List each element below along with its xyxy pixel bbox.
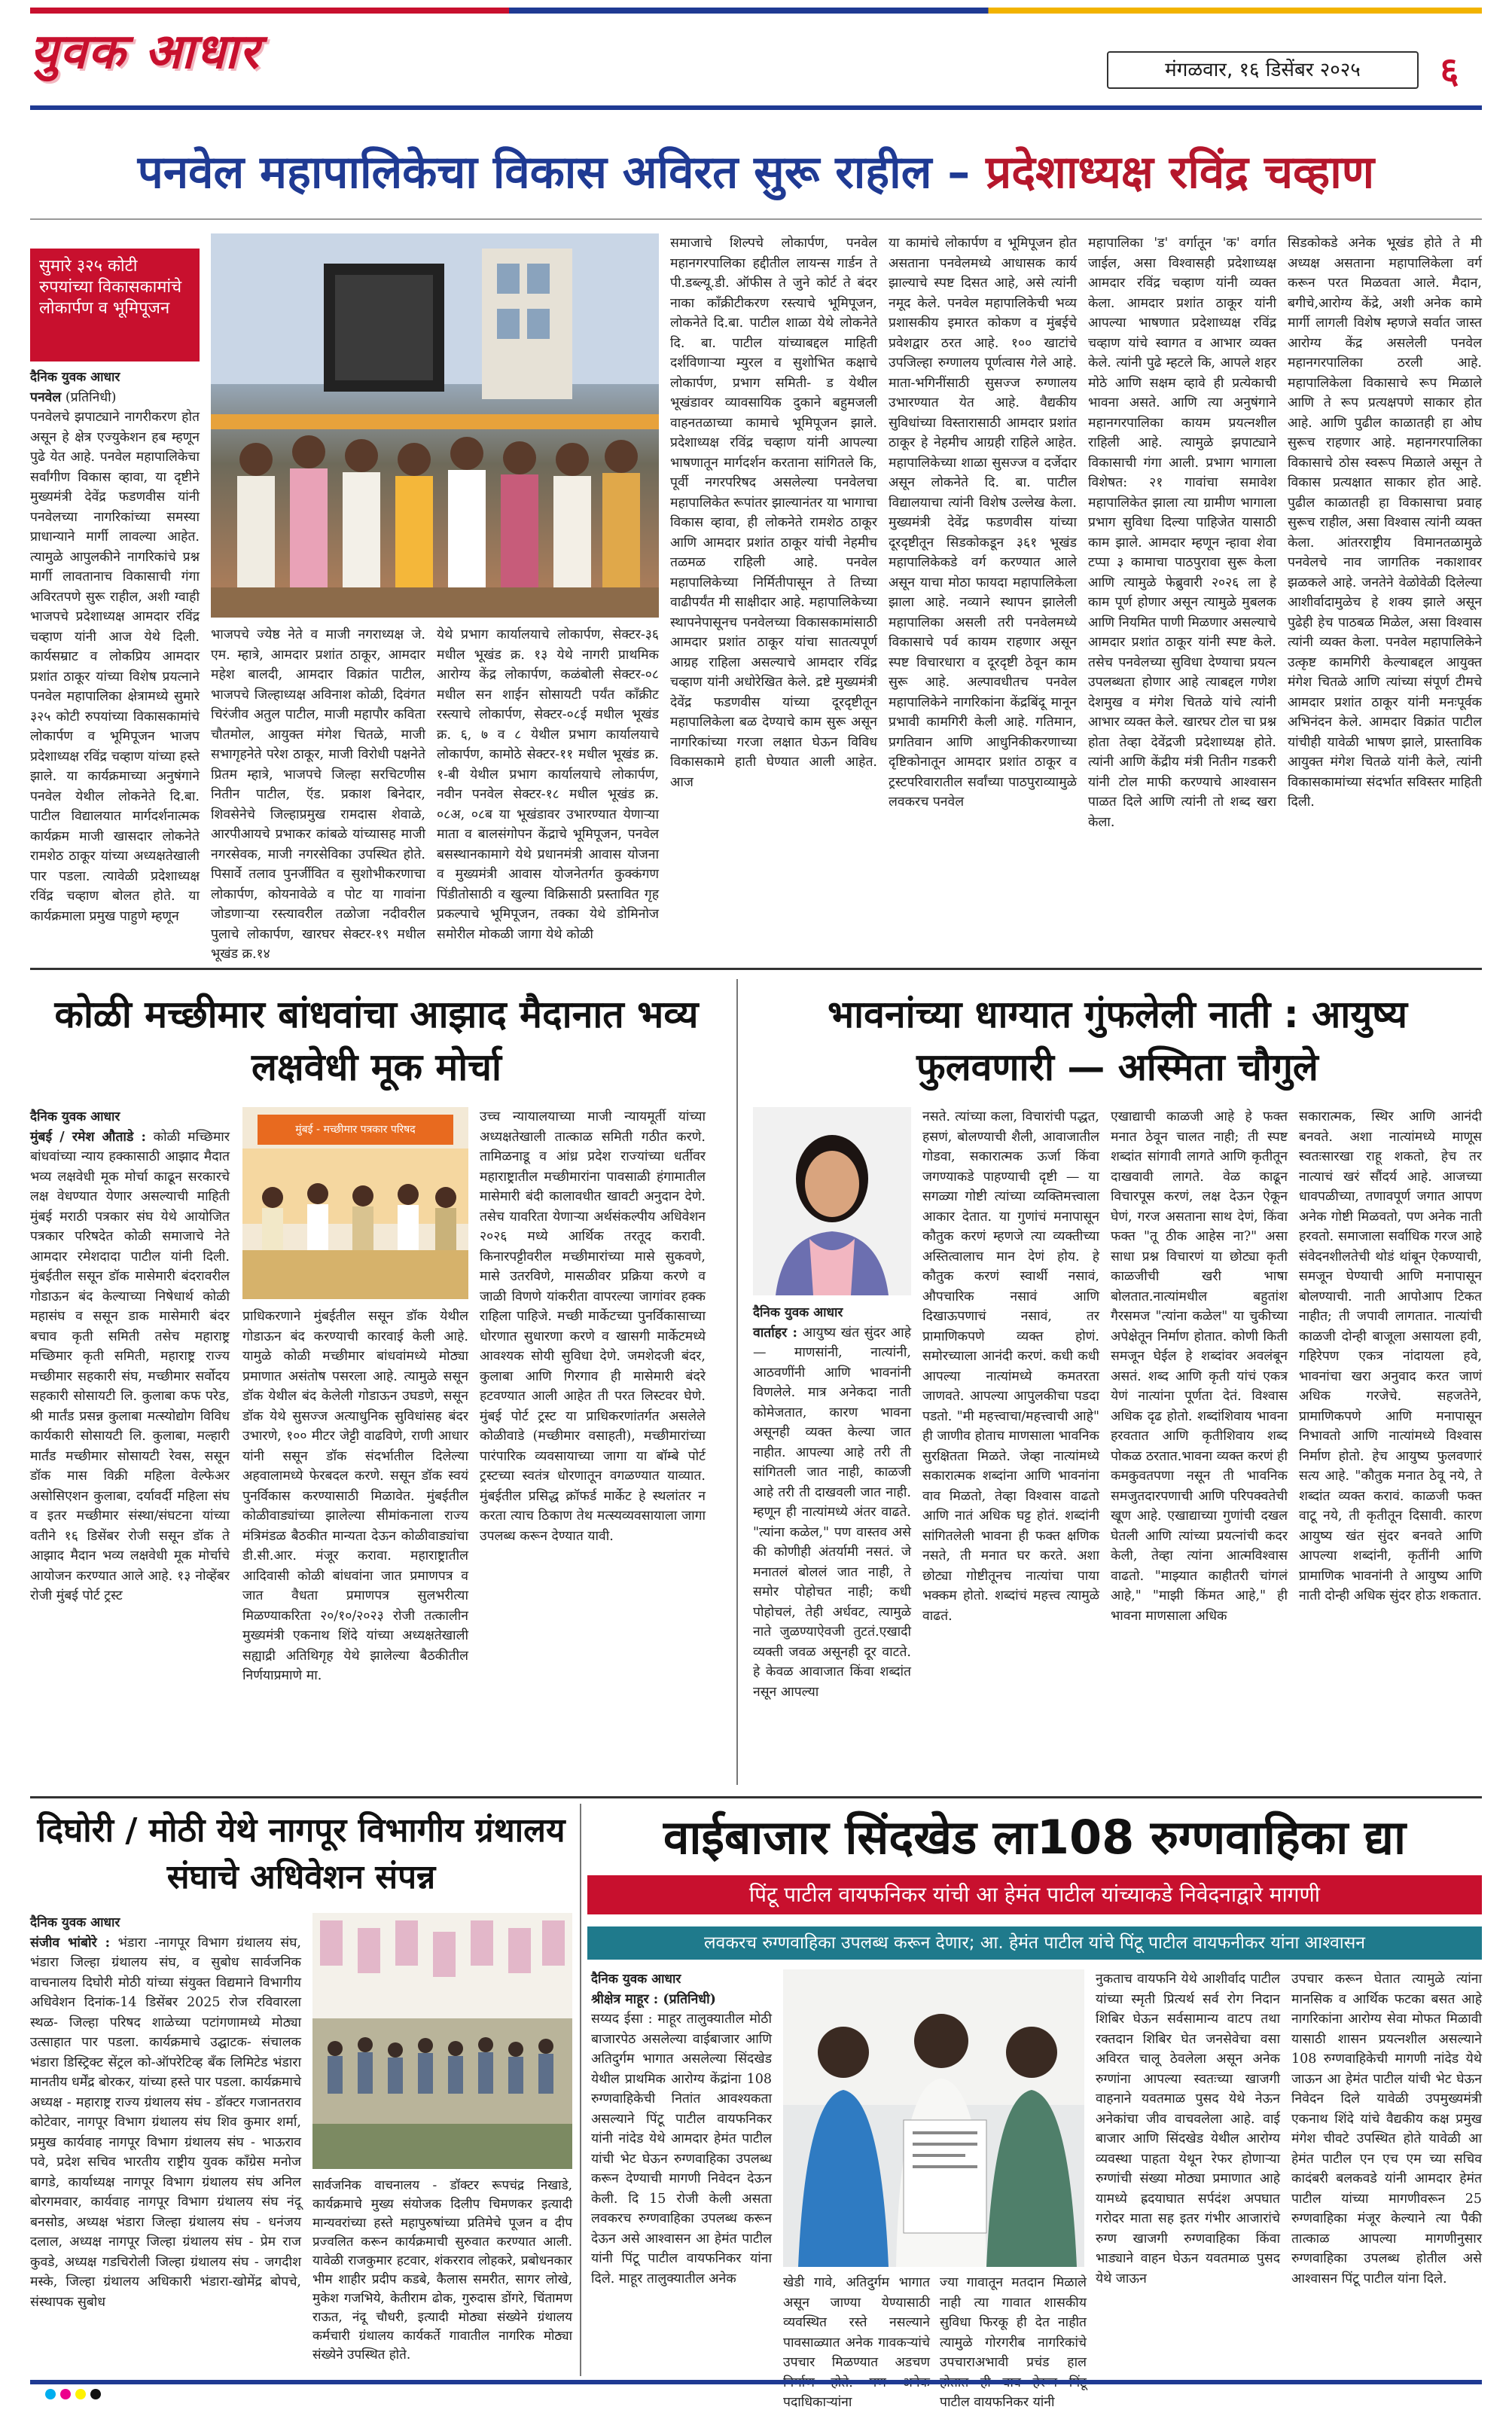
- story1-column-2: [211, 625, 425, 962]
- story2-dateline: मुंबई / रमेश औताडे :: [30, 1129, 146, 1145]
- story1-column-4: [670, 233, 877, 949]
- registration-mark-black: [90, 2389, 101, 2399]
- story5-text-3: ज्या गावातून मतदान मिळाले नाही त्या गावात शासकीय सुविधा फिरकू ही देत नाहीत त्यामुळे गोरगरीब नागरिकांचे उपचाराअभावी प्रचंड हाल पाटील वायफनिकर यांनी: [940, 2275, 1087, 2410]
- column-divider-bottom: [580, 1804, 581, 2376]
- story4-event-photo: [312, 1913, 572, 2169]
- story5-column-2: [783, 2273, 930, 2410]
- story2-press-photo: [242, 1107, 468, 1299]
- story3-byline: दैनिक युवक आधार: [753, 1305, 843, 1320]
- story1-headline-main: पनवेल महापालिकेचा विकास अविरत सुरू राहील –: [137, 146, 986, 199]
- story5-byline: दैनिक युवक आधार: [591, 1972, 681, 1987]
- story3-text-2: नसते. त्यांच्या कला, विचारांची पद्धत, हसणं, बोलण्याची शैली, आवाजातील गोडवा, सकारात्मक ऊर्जा किंवा जगण्याकडे पाहण्याची दृष्टी — या सगळ्या गोष्टी त्यांच्या व्यक्तिमत्त्वाला आकार देतात. या गुणांचं मनापासून कौतुक करणं म्हणजे त्या व्यक्तीच्या अस्तित्वालाच मान देणं होय. हे कौतुक करणं स्वार्थी नसावं, औपचारिक नसावं आणि दिखाऊपणाचं नसावं, तर प्रामाणिकपणे व्यक्त होणं. समोरच्याला आनंदी करणं. कधी कधी आपल्या नात्यांमध्ये कमतरता जाणवते. आपल्या आपुलकीचा पडदा पडतो. "मी महत्त्वाचा/महत्त्वाची आहे" ही जाणीव होताच माणसाला भावनिक सुरक्षितता मिळते. जेव्हा नात्यांमध्ये सकारात्मक शब्दांना आणि भावनांना वाव मिळतो, तेव्हा विश्वास वाढतो आणि नातं अधिक घट्ट होतं. शब्दांनी सांगितलेली भावना ही फक्त क्षणिक नसते, ती मनात घर करते. अशा छोट्या गोष्टीतूनच नात्यांचा पाया भक्कम होतो. शब्दांचं महत्त्व त्यामुळे वाढतं.: [922, 1109, 1099, 1624]
- masthead-color-strip: [30, 8, 1482, 14]
- story5-deck-teal: लवकरच रुग्णवाहिका उपलब्ध करून देणार; आ. हेमंत पाटील यांचे पिंटू पाटील वायफनीकर यांना आश्वासन: [587, 1926, 1482, 1960]
- story1-dateline-place: पनवेल: [30, 389, 62, 405]
- masthead-rule: [30, 105, 1482, 110]
- story1-text-4: समाजाचे शिल्पचे लोकार्पण, पनवेल महानगरपालिका हद्दीतील लायन्स गार्डन ते पी.डब्ल्यू.डी. ऑफीस ते जुने कोर्ट ते बंदर नाका काँक्रीटीकरण रस्त्याचे भूमिपूजन, लोकनेते दि.बा. पाटील शाळा येथे लोकनेते दि. बा. पाटील यांच्याबद्दल माहिती दर्शविणाऱ्या म्युरल व सुशोभित कक्षाचे लोकार्पण, प्रभाग समिती- ड येथील भूखंडावर व्यावसायिक दुकाने बहुमजली वाहनतळाच्या कामाचे भूमिपूजन झाले. प्रदेशाध्यक्ष रविंद्र चव्हाण यांनी आपल्या भाषणातून मार्गदर्शन करताना सांगितले कि, पूर्वी नगरपरिषद असलेल्या पनवेलचा महापालिकेत रूपांतर झाल्यानंतर या भागाचा विकास व्हावा, ही लोकनेते रामशेठ ठाकूर आणि आमदार प्रशांत ठाकूर यांची नेहमीच तळमळ राहिली आहे. पनवेल महापालिकेच्या निर्मितीपासून ते तिच्या वाढीपर्यंत मी साक्षीदार आहे. महापालिकेच्या स्थापनेपासूनच पनवेलच्या विकासकामांसाठी आमदार प्रशांत ठाकूर यांचा सातत्यपूर्ण आग्रह राहिला असल्याचे आमदार रविंद्र चव्हाण यांनी अधोरेखित केले. द्रष्टे मुख्यमंत्री देवेंद्र फडणवीस यांच्या दूरदृष्टीतून महापालिकेला बळ देण्याचे काम सुरू असून नागरिकांच्या गरजा लक्षात घेऊन विविध विकासकामे हाती घेण्यात आली आहेत. आज: [670, 236, 877, 790]
- story3-text-4: सकारात्मक, स्थिर आणि आनंदी बनवते. अशा नात्यांमध्ये माणूस स्वतःसारखा राहू शकतो, हेच तर नात्याचं खरं सौंदर्य आहे. आजच्या धावपळीच्या, तणावपूर्ण जगात आपण अनेक गोष्टी मिळवतो, पण अनेक नाती हरवतो. समाजाला सर्वाधिक गरज आहे संवेदनशीलतेची थोडं थांबून ऐकण्याची, समजून घेण्याची आणि मनापासून बोलण्याची. नाती आपोआप टिकत नाहीत; ती जपावी लागतात. नात्यांची काळजी दोन्ही बाजूला असायला हवी, गहिरेपण एकत्र नांदायला हवे, भावनांचा खरा अनुवाद करत जाणं अधिक गरजेचे. सहजतेने, प्रामाणिकपणे आणि मनापासून निभावतो आणि नात्यांमध्ये विश्वास निर्माण होतो. हेच आयुष्य फुलवणारं सत्य आहे. "कौतुक मनात ठेवू नये, ते शब्दांत व्यक्त करावं. काळजी फक्त वाटू नये, ती कृतीतून दिसावी. कारण आयुष्य खंत सुंदर बनवते आणि आपल्या शब्दांनी, कृतींनी आणि प्रामाणिक भावनांनी ते आयुष्य आणि नाती दोन्ही अधिक सुंदर होऊ शकतात.: [1299, 1109, 1482, 1603]
- story3-column-2: [922, 1107, 1099, 1785]
- registration-mark-magenta: [60, 2389, 71, 2399]
- story2-column-3: [480, 1107, 706, 1785]
- story1-event-photo: [211, 233, 659, 618]
- story3-dateline: वार्ताहर :: [753, 1325, 797, 1341]
- story1-column-5: [889, 233, 1077, 949]
- registration-mark-cyan: [45, 2389, 56, 2399]
- story1-column-7: [1288, 233, 1482, 949]
- story1-text-1: पनवेलचे झपाट्याने नागरीकरण होत असून हे क्षेत्र एज्युकेशन हब म्हणून पुढे येत आहे. पनवेल महापालिकेचा सर्वांगीण विकास व्हावा, या दृष्टीने मुख्यमंत्री देवेंद्र फडणवीस यांनी पनवेलच्या नागरिकांच्या समस्या प्राधान्याने मार्गी लावल्या आहेत. त्यामुळे आपुलकीने नागरिकांचे प्रश्न मार्गी लावतानाच विकासाची गंगा अविरतपणे सुरू राहील, अशी ग्वाही भाजपचे प्रदेशाध्यक्ष आमदार रविंद्र चव्हाण यांनी आज येथे दिली. कार्यसम्राट व लोकप्रिय आमदार प्रशांत ठाकूर यांच्या विशेष प्रयत्नाने पनवेल महापालिका क्षेत्रामध्ये सुमारे ३२५ कोटी रुपयांच्या विकासकामांचे लोकार्पण व भूमिपूजन भाजप प्रदेशाध्यक्ष रविंद्र चव्हाण यांच्या हस्ते झाले. या कार्यक्रमाच्या अनुषंगाने पनवेल येथील लोकनेते दि.बा. पाटील विद्यालयात मार्गदर्शनात्मक कार्यक्रम माजी खासदार लोकनेते रामशेठ ठाकूर यांच्या अध्यक्षतेखाली पार पडला. त्यावेळी प्रदेशाध्यक्ष रविंद्र चव्हाण बोलत होते. या कार्यक्रमाला प्रमुख पाहुणे म्हणून: [30, 410, 200, 924]
- story4-byline: दैनिक युवक आधार: [30, 1915, 120, 1930]
- story5-column-3: [940, 2273, 1087, 2410]
- memorandum-photo-illustration: [783, 1969, 1084, 2267]
- section-divider-2: [30, 1796, 1482, 1798]
- story3-column-4: [1299, 1107, 1482, 1785]
- story4-column-1: [30, 1913, 301, 2372]
- story1-dateline-who: (प्रतिनिधी): [65, 389, 117, 405]
- column-divider-mid: [736, 979, 738, 1785]
- ceremony-photo-illustration: [211, 233, 659, 618]
- story5-headline: वाईबाजार सिंदखेड ला108 रुग्णवाहिका द्या: [663, 1810, 1407, 1865]
- story4-caption: सार्वजनिक वाचनालय - डॉक्टर रूपचंद्र निखाडे, कार्यक्रमाचे मुख्य संयोजक दिलीप चिमणकर इत्यादी मान्यवरांच्या हस्ते महापुरुषांच्या प्रतिमेचे पूजन व दीप प्रज्वलित करून कार्यक्रमाची सुरुवात करण्यात आली. यावेळी राजकुमार हटवार, शंकरराव लोहकरे, प्रबोधनकार भीम शाहीर प्रदीप कडबे, कैलास समरीत, सागर लोखे, मुकेश गजभिये, केतीराम ढोक, गुरुदास डोंगरे, चिंतामण राऊत, नंदू चौधरी, इत्यादी मोठ्या संख्येने ग्रंथालय कर्मचारी ग्रंथालय कार्यकर्ते गावातील नागरिक मोठ्या संख्येने उपस्थित होते.: [312, 2178, 572, 2363]
- story5-column-1: [591, 1969, 772, 2376]
- portrait-illustration: [753, 1107, 911, 1295]
- story5-text-5: उपचार करून घेतात त्यामुळे त्यांना मानसिक व आर्थिक फटका बसत आहे नागरिकांना आरोग्य सेवा मोफत मिळावी यासाठी शासन प्रयत्नशील असल्याने 108 रुग्णवाहिकेची मागणी नांदेड येथे जाऊन आ हेमंत पाटील यांची भेट घेऊन निवेदन दिले यावेळी उपमुख्यमंत्री एकनाथ शिंदे यांचे वैद्यकीय कक्ष प्रमुख मंगेश चीवटे उपस्थित होते यावेळी आ हेमंत पाटील एन एच एम च्या सचिव कादंबरी बलकवडे यांनी आमदार हेमंत पाटील यांच्या मागणीवरून 25 रुग्णवाहिका मंजूर केल्याने त्या पैकी तात्काळ आपल्या मागणीनुसार रुग्णवाहिका उपलब्ध होतील असे आश्वासन पिंटू पाटील यांना दिले.: [1291, 1972, 1482, 2286]
- press-banner: मुंबई - मच्छीमार पत्रकार परिषद: [258, 1115, 453, 1145]
- footer-rule: [30, 2380, 1482, 2384]
- story2-column-1: [30, 1107, 230, 1785]
- page-number: ६: [1440, 50, 1459, 92]
- story1-headline-accent: प्रदेशाध्यक्ष रविंद्र चव्हाण: [986, 146, 1375, 199]
- story1-text-6: महापालिका 'ड' वर्गातून 'क' वर्गात जाईल, असा विश्वासही प्रदेशाध्यक्ष आमदार रविंद्र चव्हाण यांनी व्यक्त केला. आमदार प्रशांत ठाकूर यांनी आपल्या भाषणात प्रदेशाध्यक्ष रविंद्र चव्हाण यांचे स्वागत व आभार व्यक्त केले. त्यांनी पुढे म्हटले कि, आपले शहर मोठे आणि सक्षम व्हावे ही प्रत्येकाची भावना असते. आणि त्या अनुषंगाने महानगरपालिका कायम प्रयत्नशील राहिली आहे. त्यामुळे झपाट्याने विकासाची गंगा आली. प्रभाग भागाला विशेषत: २१ गावांचा समावेश महापालिकेत झाला त्या ग्रामीण भागाला प्रभाग सुविधा दिल्या पाहिजेत यासाठी काम झाले. आमदार म्हणून न्हावा शेवा टप्पा ३ कामाचा पाठपुरावा सुरू केला आणि त्यामुळे फेब्रुवारी २०२६ ला हे काम पूर्ण होणार असून त्यामुळे मुबलक आणि नियमित पाणी मिळणार असल्याचे आमदार प्रशांत ठाकूर यांनी स्पष्ट केले. तसेच पनवेलच्या सुविधा देण्याचा प्रयत्न उपलब्धता होणार आहे त्याबद्दल गणेश देशमुख व मंगेश चितळे यांचे त्यांनी आभार व्यक्त केले. खारघर टोल चा प्रश्न होता तेव्हा देवेंद्रजी प्रदेशाध्यक्ष होते. त्यांनी आणि केंद्रीय मंत्री नितीन गडकरी यांनी टोल माफी करण्याचे आश्वासन पाळत दिले आणि त्यांनी तो शब्द खरा केला.: [1088, 236, 1276, 830]
- story1-text-3: येथे प्रभाग कार्यालयाचे लोकार्पण, सेक्टर-३६ मधील भूखंड क्र. १३ येथे नागरी प्राथमिक आरोग्य केंद्र लोकार्पण, कळंबोली सेक्टर-०८ मधील सन शाईन सोसायटी पर्यंत काँक्रीट रस्त्याचे लोकार्पण, सेक्टर-०८ई मधील भूखंड क्र. ६, ७ व ८ येथील प्रभाग कार्यालयाचे लोकार्पण, कामोठे सेक्टर-११ मधील भूखंड क्र. १-बी येथील प्रभाग कार्यालयाचे लोकार्पण, नवीन पनवेल सेक्टर-१८ मधील भूखंड क्र. ०८अ, ०८ब या भूखंडावर उभारण्यात येणाऱ्या माता व बालसंगोपन केंद्राचे भूमिपूजन, पनवेल बसस्थानकामागे येथे प्रधानमंत्री आवास योजना व मुख्यमंत्री आवास योजनेतर्गत कुक्कंगण पिंडीतोसाठी व खुल्या विक्रिसाठी प्रस्तावित गृह प्रकल्पाचे भूमिपूजन, तक्का येथे डोमिनोज समोरील मोकळी जागा येथे कोळी: [437, 627, 659, 942]
- story3-text-3: एखाद्याची काळजी आहे हे फक्त मनात ठेवून चालत नाही; ती स्पष्ट शब्दांत सांगावी लागते आणि कृतीतून दाखवावी लागते. वेळ काढून विचारपूस करणं, लक्ष देऊन ऐकून घेणं, गरज असताना साथ देणं, किंवा फक्त "तू ठीक आहेस ना?" असा साधा प्रश्न विचारणं या छोट्या कृती काळजीची खरी भाषा बोलतात.नात्यांमधील बहुतांश गैरसमज "त्यांना कळेल" या चुकीच्या अपेक्षेतून निर्माण होतात. कोणी किती समजून घेईल हे शब्दांवर अवलंबून असतं. शब्द आणि कृती यांचं एकत्र येणं नात्यांना पूर्णता देतं. विश्वास अधिक दृढ होतो. शब्दांशिवाय भावना हरवतात आणि कृतीशिवाय शब्द पोकळ ठरतात.भावना व्यक्त करणं ही कमकुवतपणा नसून ती भावनिक समजुतदारपणाची आणि परिपक्वतेची खूण आहे. एखाद्याच्या गुणांची दखल घेतली आणि त्यांच्या प्रयत्नांची कदर केली, तेव्हा त्यांना आत्मविश्वास वाढतो. "माझ्यात काहीतरी चांगलं आहे," "माझी किंमत आहे," ही भावना माणसाला अधिक: [1111, 1109, 1288, 1624]
- story5-text-1: सय्यद ईसा : माहूर तालुक्यातील मोठी बाजारपेठ असलेल्या वाईबाजार आणि अतिदुर्गम भागात असलेल्या सिंदखेड येथील प्राथमिक आरोग्य केंद्रांना 108 रुग्णवाहिकेची नितांत आवश्यकता असल्याने पिंटू पाटील वायफनिकर यांनी नांदेड येथे आमदार हेमंत पाटील यांची भेट घेऊन रुग्णवाहिका उपलब्ध करून देण्याची मागणी निवेदन देऊन केली. दि 15 रोजी केली असता लवकरच रुग्णवाहिका उपलब्ध करून देऊन असे आश्वासन आ हेमंत पाटील यांनी पिंटू पाटील वायफनिकर यांना दिले. माहूर तालुक्यातील अनेक: [591, 2012, 772, 2286]
- story3-column-3: [1111, 1107, 1288, 1785]
- registration-mark-yellow: [75, 2389, 86, 2399]
- story1-column-6: [1088, 233, 1276, 949]
- convention-photo-illustration: [312, 1913, 572, 2169]
- story5-meeting-photo: [783, 1969, 1084, 2267]
- story2-column-2: [242, 1307, 468, 1785]
- section-divider-1: [30, 968, 1482, 970]
- story1-column-3: [437, 625, 659, 949]
- story2-text-2: प्राधिकरणाने मुंबईतील ससून डॉक येथील गोडाऊन बंद करण्याची कारवाई केली आहे. यामुळे कोळी मच्छीमार बांधवांमध्ये मोठ्या प्रमाणात असंतोष पसरला आहे. त्यामुळे ससून डॉक येथील बंद केलेली गोडाऊन उघडणे, ससून डॉक येथे सुसज्ज अत्याधुनिक सुविधांसह बंदर उभारणे, १०० मीटर जेट्टी वाढविणे, राणी आधार यांनी ससून डॉक संदर्भातील दिलेल्या अहवालामध्ये फेरबदल करणे. ससून डॉक स्वयं पुनर्विकास करण्यासाठी मिळावेत. मुंबईतील कोळीवाड्यांच्या झालेल्या सीमांकनाला राज्य मंत्रिमंडळ बैठकीत मान्यता देऊन कोळीवाड्यांचा डी.सी.आर. मंजूर करावा. महाराष्ट्रातील आदिवासी कोळी बांधवांना जात प्रमाणपत्र व जात वैधता प्रमाणपत्र सुलभरीत्या मिळण्याकरिता २०/१०/२०२३ रोजी तत्कालीन मुख्यमंत्री एकनाथ शिंदे यांच्या अध्यक्षतेखाली सह्याद्री अतिथिगृह येथे झालेल्या बैठकीतील निर्णयाप्रमाणे मा.: [242, 1309, 468, 1683]
- story3-text-1: आयुष्य खंत सुंदर आहे — माणसांनी, नात्यांनी, आठवणींनी आणि भावनांनी विणलेले. मात्र अनेकदा नाती कोमेजतात, कारण भावना असूनही व्यक्त केल्या जात नाहीत. आपल्या आहे तरी ती सांगितली जात नाही, काळजी आहे तरी ती दाखवली जात नाही. म्हणून ही नात्यांमध्ये अंतर वाढते. "त्यांना कळेल," पण वास्तव असे की कोणीही अंतर्यामी नसतं. जे मनातलं बोललं जात नाही, ते समोर पोहोचत नाही; कधी पोहोचलं, तेही अर्धवट, त्यामुळे नाते जुळण्याऐवजी तुटतं.एखादी व्यक्ती जवळ असूनही दूर वाटते. हे केवळ आवाजात किंवा शब्दांत नसून आपल्या: [753, 1325, 911, 1700]
- story5-deck-red: पिंटू पाटील वायफनिकर यांची आ हेमंत पाटील यांच्याकडे निवेदनाद्वारे मागणी: [587, 1875, 1482, 1914]
- story1-text-7: सिडकोकडे अनेक भूखंड होते ते मी अध्यक्ष असताना महापालिकेला वर्ग करून परत मिळवता आले. मैदान, बगीचे,आरोग्य केंद्रे, अशी अनेक कामे मार्गी लागली विशेष म्हणजे सर्वात जास्त आरोग्य केंद्र असलेली पनवेल महानगरपालिका ठरली आहे. महापालिकेला विकासाचे रूप मिळाले आणि ते रूप प्रत्यक्षपणे साकार होत आहे. आणि पुढील काळातही हा ओघ सुरूच राहणार आहे. महानगरपालिका विकासाचे ठोस स्वरूप मिळाले असून ते विकास प्रत्यक्षात साकार होत आहे. पुढील काळातही हा विकासाचा प्रवाह सुरूच राहील, असा विश्वास त्यांनी व्यक्त केला. आंतरराष्ट्रीय विमानतळामुळे पनवेलचे नाव जागतिक नकाशावर झळकले आहे. जनतेने वेळोवेळी दिलेल्या आशीर्वादामुळेच हे शक्य झाले असून पुढेही हेच पाठबळ मिळेल, असा विश्वास त्यांनी व्यक्त केला. पनवेल महापालिकेने उत्कृष्ट कामगिरी केल्याबद्दल आयुक्त मंगेश चितळे आणि त्यांच्या संपूर्ण टीमचे आमदार प्रशांत ठाकूर यांनी मनःपूर्वक अभिनंदन केले. आमदार विक्रांत पाटील यांचीही यावेळी भाषण झाले, प्रास्ताविक आयुक्त मंगेश चितळे यांनी केले, त्यांनी विकासकामांच्या संदर्भात सविस्तर माहिती दिली.: [1288, 236, 1482, 810]
- story4-text-1: भंडारा -नागपूर विभाग ग्रंथालय संघ, भंडारा जिल्हा ग्रंथालय संघ, व सुबोध सार्वजनिक वाचनालय दिघोरी मोठी यांच्या संयुक्त विद्यमाने विभागीय अधिवेशन दिनांक-14 डिसेंबर 2025 रोज रविवारला स्थळ- जिल्हा परिषद शाळेच्या पटांगणामध्ये मोठ्या उत्साहात पार पडला. कार्यक्रमाचे उद्घाटक- संचालक भंडारा डिस्ट्रिक्ट सेंट्रल को-ऑपरेटिव्ह बँक लिमिटेड भंडारा मानतीय धर्मेंद्र बोरकर, यांच्या हस्ते पार पडला. कार्यक्रमाचे अध्यक्ष - महाराष्ट्र राज्य ग्रंथालय संघ - डॉक्टर गजानतराव कोटेवार, नागपूर विभाग ग्रंथालय संघ शिव कुमार शर्मा, प्रमुख कार्यवाह नागपूर विभाग ग्रंथालय संघ - भाऊराव पवे, प्रदेश सचिव भारतीय राष्ट्रीय युवक काँग्रेस मनोज बागडे, कार्याध्यक्ष नागपूर विभाग ग्रंथालय संघ अनिल बोरगमवार, कार्यवाह नागपूर विभाग ग्रंथालय संघ नंदू बनसोड, अध्यक्ष भंडारा जिल्हा ग्रंथालय संघ - धनंजय दलाल, अध्यक्ष नागपूर जिल्हा ग्रंथालय संघ - प्रेम राज कुवडे, अध्यक्ष गडचिरोली जिल्हा ग्रंथालय संघ - जगदीश मस्के, जिल्हा ग्रंथालय अधिकारी भंडारा-खोमेंद्र बोपचे, संस्थापक सुबोध: [30, 1935, 301, 2310]
- press-conference-illustration: [242, 1107, 468, 1299]
- author-portrait: [753, 1107, 911, 1295]
- story5-text-2: खेडी गावे, अतिदुर्गम भागात असून जाण्या येण्यासाठी व्यवस्थित रस्ते नसल्याने पावसाळ्यात अनेक गावकऱ्यांचे उपचार मिळण्यात अडचण पदाधिकाऱ्यांना: [783, 2275, 930, 2410]
- story2-text-1: कोळी मच्छिमार बांधवांच्या न्याय हक्कासाठी आझाद मैदात भव्य लक्षवेधी मूक मोर्चा काढून सरकारचे लक्ष वेधण्यात येणार असल्याची माहिती मुंबई मराठी पत्रकार संघ येथे आयोजित पत्रकार परिषदेत कोळी समाजाचे नेते आमदार रमेशदादा पाटील यांनी दिली. मुंबईतील ससून डॉक मासेमारी बंदरावरील गोडाऊन बंद केल्याच्या निषेधार्थ कोळी महासंघ व ससून डाक मासेमारी बंदर बचाव कृती समिती तसेच महाराष्ट्र मच्छिमार कृती समिती, महाराष्ट्र राज्य मच्छीमार सहकारी संघ, मच्छीमार सर्वोदय सहकारी सोसायटी लि. कुलाबा कफ परेड, श्री मार्तंड प्रसन्न कुलाबा मत्स्योद्योग विविध कार्यकारी सोसायटी लि. कुलाबा, मल्हारी मार्तंड मच्छीमार सोसायटी रेवस, ससून डॉक मास विक्री महिला वेल्फेअर असोसिएशन कुलाबा, दर्यावर्दी महिला संघ व इतर मच्छीमार संस्था/संघटना यांच्या वतीने १६ डिसेंबर रोजी ससून डॉक ते आझाद मैदान भव्य लक्षवेधी मूक मोर्चाचे आयोजन करण्यात आले आहे. १३ नोव्हेंबर रोजी मुंबई पोर्ट ट्रस्ट: [30, 1129, 230, 1603]
- story3-headline: भावनांच्या धाग्यात गुंफलेली नाती : आयुष्य फुलवणारी — अस्मिता चौगुले: [827, 993, 1408, 1089]
- story5-column-4: [1096, 1969, 1280, 2376]
- story2-headline: कोळी मच्छीमार बांधवांचा आझाद मैदानात भव्य लक्षवेधी मूक मोर्चा: [54, 993, 699, 1089]
- newspaper-logo: युवक आधार: [30, 24, 261, 80]
- issue-date: मंगळवार, १६ डिसेंबर २०२५: [1107, 51, 1419, 89]
- story1-byline: दैनिक युवक आधार: [30, 370, 120, 385]
- story3-column-1: [753, 1303, 911, 1785]
- story4-dateline: संजीव भांबोरे :: [30, 1935, 111, 1951]
- story1-headline: [30, 139, 1482, 201]
- story5-column-5: [1291, 1969, 1482, 2376]
- story5-dateline: श्रीक्षेत्र माहूर : (प्रतिनिधी): [591, 1991, 716, 2007]
- story1-text-5: या कामांचे लोकार्पण व भूमिपूजन होत असताना पनवेलमध्ये आधासक कार्य झाल्याचे स्पष्ट दिसत आहे, असे त्यांनी नमूद केले. पनवेल महापालिकेची भव्य प्रशासकीय इमारत कोकण व मुंबईचे प्रवेशद्वार ठरत आहे. १०० खाटांचे उपजिल्हा रुग्णालय पूर्णत्वास गेले आहे. माता-भगिनींसाठी सुसज्ज रुग्णालय उभारण्यात येत आहे. वैद्यकीय सुविधांच्या विस्तारासाठी आमदार प्रशांत ठाकूर हे नेहमीच आग्रही राहिले आहेत. महापालिकेच्या शाळा सुसज्ज व दर्जेदार असून लोकनेते दि. बा. पाटील विद्यालयाचा त्यांनी विशेष उल्लेख केला. मुख्यमंत्री देवेंद्र फडणवीस यांच्या दूरदृष्टीतून सिडकोकडून ३६१ भूखंड महापालिकेकडे वर्ग करण्यात आले असून याचा मोठा फायदा महापालिकेला झाला आहे. नव्याने स्थापन झालेली महापालिका असली तरी पनवेलमध्ये विकासाचे पर्व कायम राहणार असून स्पष्ट विचारधारा व दूरदृष्टी ठेवून काम सुरू आहे. अल्पावधीतच पनवेल महापालिकेने नागरिकांना केंद्रबिंदू मानून प्रभावी कामगिरी केली आहे. गतिमान, प्रगतिवान आणि आधुनिकीकरणाच्या दृष्टिकोनातून आमदार प्रशांत ठाकूर व ट्रस्टपरिवारातील सर्वांच्या पाठपुराव्यामुळे लवकरच पनवेल: [889, 236, 1077, 810]
- story2-byline: दैनिक युवक आधार: [30, 1109, 120, 1124]
- story1-text-2: भाजपचे ज्येष्ठ नेते व माजी नगराध्यक्ष जे. एम. म्हात्रे, आमदार प्रशांत ठाकूर, आमदार महेश बालदी, आमदार विक्रांत पाटील, भाजपचे जिल्हाध्यक्ष अविनाश कोळी, दिवंगत चिरंजीव अतुल पाटील, माजी महापौर कविता चौतमोल, आयुक्त मंगेश चितळे, माजी सभागृहनेते परेश ठाकूर, माजी विरोधी पक्षनेते प्रितम म्हात्रे, भाजपचे जिल्हा सरचिटणीस नितीन पाटील, ऍड. प्रकाश बिनेदार, शिवसेनेचे जिल्हाप्रमुख रामदास शेवाळे, आरपीआयचे प्रभाकर कांबळे यांच्यासह माजी नगरसेवक, माजी नगरसेविका उपस्थित होते. पिसार्वे तलाव पुनर्जीवित व सुशोभीकरणाचा लोकार्पण, कोयनावेळे व पोट या गावांना जोडणाऱ्या रस्त्यावरील तळोजा नदीवरील पुलाचे लोकार्पण, खारघर सेक्टर-१९ मधील भूखंड क्र.१४: [211, 627, 425, 962]
- story5-text-4: नुकताच वायफनि येथे आशीर्वाद पाटील यांच्या स्मृती प्रित्यर्थ सर्व रोग निदान शिबिर घेऊन सर्वसामान्य वाटप तथा रक्तदान शिबिर घेत जनसेवेचा वसा अविरत चालू ठेवलेला असून अनेक रुग्णांना आपल्या स्वतःच्या खाजगी वाहनाने यवतमाळ पुसद येथे नेऊन अनेकांचा जीव वाचवलेला आहे. वाई बाजार आणि सिंदखेड येथील आरोग्य व्यवस्था पाहता येथून रेफर होणाऱ्या रुग्णांची संख्या मोठ्या प्रमाणात आहे यामध्ये ह्रदयाघात सर्पदंश अपघात गरोदर माता सह इतर गंभीर आजारांचे रुग्ण खाजगी रुग्णवाहिका किंवा भाड्याने वाहन घेऊन यवतमाळ पुसद येथे जाऊन: [1096, 1972, 1280, 2286]
- story1-column-1: [30, 368, 200, 947]
- story1-kicker: सुमारे ३२५ कोटी रुपयांच्या विकासकामांचे लोकार्पण व भूमिपूजन: [30, 249, 200, 361]
- story1-rule: [30, 218, 1482, 220]
- story4-headline: दिघोरी / मोठी येथे नागपूर विभागीय ग्रंथालय संघाचे अधिवेशन संपन्न: [37, 1811, 565, 1896]
- story2-text-3: उच्च न्यायालयाच्या माजी न्यायमूर्ती यांच्या अध्यक्षतेखाली तात्काळ समिती गठीत करणे. तामिळनाडू व आंध्र प्रदेश राज्यांच्या धर्तीवर महाराष्ट्रातील मच्छीमारांना पावसाळी हंगामातील मासेमारी बंदी कालावधीत खावटी अनुदान देणे. तसेच यावरिता येणाऱ्या अर्थसंकल्पीय अधिवेशन २०२६ मध्ये आर्थिक तरतूद करावी. किनारपट्टीवरील मच्छीमारांच्या मासे सुकवणे, मासे उतरविणे, मासळीवर प्रक्रिया करणे व जाळी विणणे यांकरीता वापरल्या जागांवर हक्क राहिला पाहिजे. मच्छी मार्केटच्या पुनर्विकासाच्या धोरणात सुधारणा करणे व खासगी मार्केटमध्ये आवश्यक सोयी सुविधा देणे. जमशेदजी बंदर, कुलाबा आणि गिरगाव ही मासेमारी बंदरे हटवण्यात आली आहेत ती परत लिस्टवर घेणे. मुंबई पोर्ट ट्रस्ट या प्राधिकरणांतर्गत असलेले कोळीवाडे (मच्छीमार वसाहती), मच्छीमारांच्या पारंपारिक व्यवसायाच्या जागा या बॉम्बे पोर्ट ट्रस्टच्या स्वतंत्र धोरणातून वगळण्यात याव्यात. मुंबईतील प्रसिद्ध क्रॉफर्ड मार्केट हे स्थलांतर न करता त्याच ठिकाण तेथ मत्स्यव्यवसायाला जागा उपलब्ध करून देण्यात यावी.: [480, 1109, 706, 1544]
- masthead: [0, 0, 1512, 120]
